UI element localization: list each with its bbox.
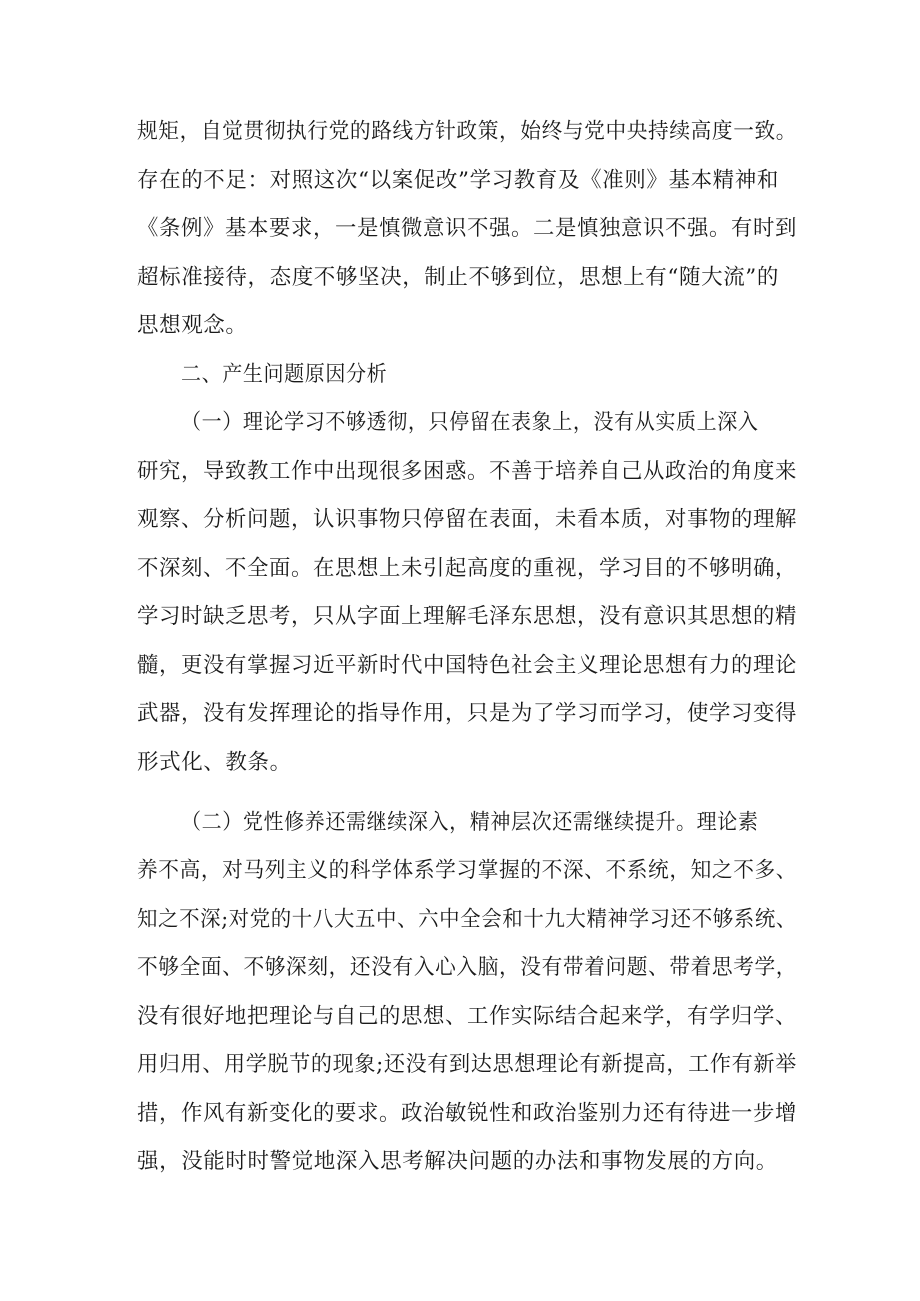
text-line: 强，没能时时警觉地深入思考解决问题的办法和事物发展的方向。	[137, 1149, 778, 1174]
text-line: 研究，导致教工作中出现很多困惑。不善于培养自己从政治的角度来	[137, 459, 798, 484]
section-heading: 二、产生问题原因分析	[181, 362, 388, 387]
text-line: （二）党性修养还需继续深入，精神层次还需继续提升。理论素	[181, 810, 759, 835]
text-line: 武器，没有发挥理论的指导作用，只是为了学习而学习，使学习变得	[137, 701, 798, 726]
text-line: 超标准接待，态度不够坚决，制止不够到位，思想上有“随大流”的	[137, 265, 779, 290]
text-line: 不深刻、不全面。在思想上未引起高度的重视，学习目的不够明确，	[137, 556, 798, 581]
text-line: 措，作风有新变化的要求。政治敏锐性和政治鉴别力还有待进一步增	[137, 1101, 798, 1126]
text-line: 形式化、教条。	[137, 750, 292, 775]
text-line: 不够全面、不够深刻，还没有入心入脑，没有带着问题、带着思考学，	[137, 955, 798, 980]
text-line: 知之不深;对党的十八大五中、六中全会和十九大精神学习还不够系统、	[137, 907, 797, 932]
text-line: 没有很好地把理论与自己的思想、工作实际结合起来学，有学归学、	[137, 1004, 798, 1029]
text-line: 学习时缺乏思考，只从字面上理解毛泽东思想，没有意识其思想的精	[137, 604, 798, 629]
text-line: 观察、分析问题，认识事物只停留在表面，未看本质，对事物的理解	[137, 507, 798, 532]
text-line: 养不高，对马列主义的科学体系学习掌握的不深、不系统，知之不多、	[137, 858, 798, 883]
text-line: 髓，更没有掌握习近平新时代中国特色社会主义理论思想有力的理论	[137, 653, 798, 678]
text-line: 存在的不足：对照这次“以案促改”学习教育及《准则》基本精神和	[137, 168, 779, 193]
text-line: 思想观念。	[137, 313, 248, 338]
text-line: （一）理论学习不够透彻，只停留在表象上，没有从实质上深入	[181, 410, 759, 435]
text-line: 规矩，自觉贯彻执行党的路线方针政策，始终与党中央持续高度一致。	[137, 119, 798, 144]
text-line: 用归用、用学脱节的现象;还没有到达思想理论有新提高，工作有新举	[137, 1052, 797, 1077]
text-line: 《条例》基本要求，一是慎微意识不强。二是慎独意识不强。有时到	[137, 216, 798, 241]
